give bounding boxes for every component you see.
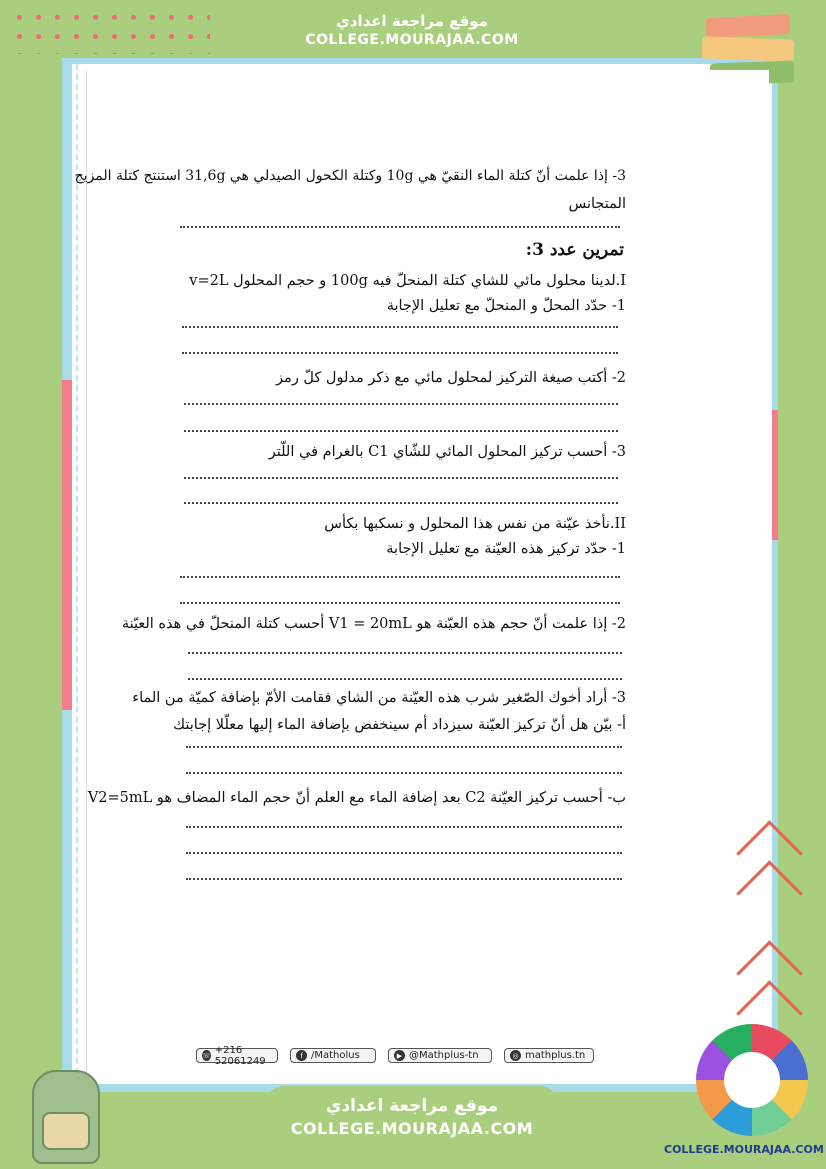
social-web-text: mathplus.tn (525, 1050, 586, 1061)
social-facebook[interactable] (290, 1048, 376, 1063)
facebook-icon: f (296, 1050, 307, 1061)
exercise3-title: تمرين عدد 3: (525, 240, 624, 260)
logo-site-url[interactable]: COLLEGE.MOURAJAA.COM (664, 1143, 824, 1156)
header-banner (266, 8, 558, 56)
ex3-q2: 2- أكتب صيغة التركيز لمحلول مائي مع ذكر مدلول كلّ رمز (276, 370, 626, 386)
answer-line (180, 226, 620, 228)
footer-site-url[interactable]: COLLEGE.MOURAJAA.COM (290, 1119, 534, 1138)
answer-line (182, 326, 618, 328)
answer-line (184, 430, 618, 432)
social-youtube[interactable] (388, 1048, 492, 1063)
ex2-q3-line1: 3- إذا علمت أنّ كتلة الماء النقيّ هي 10g وكتلة الكحول الصيدلي هي 31,6g استنتج كتلة المزيج (74, 168, 626, 184)
whatsapp-icon: ☏ (202, 1051, 211, 1060)
social-web[interactable] (504, 1048, 594, 1063)
youtube-icon: ▶ (394, 1050, 405, 1061)
answer-line (180, 602, 620, 604)
social-phone-text: +216 52061249 (214, 1044, 266, 1067)
answer-line (186, 852, 622, 854)
frame-dashed-rule (76, 64, 80, 1084)
answer-line (184, 477, 618, 479)
social-phone[interactable] (196, 1044, 278, 1067)
ex3-p2-q2: 2- إذا علمت أنّ حجم هذه العيّنة هو V1 = 20mL أحسب كتلة المنحلّ في هذه العيّنة (121, 616, 626, 632)
ex3-p2-q3a: أ- بيّن هل أنّ تركيز العيّنة سيزداد أم سينخفض بإضافة الماء إليها معلّلا إجابتك (173, 717, 626, 733)
ex2-q3-line2: المتجانس (568, 196, 626, 212)
backpack-illustration (18, 1062, 110, 1164)
dot-pattern (10, 8, 210, 54)
site-logo-center (724, 1052, 780, 1108)
answer-line (184, 502, 618, 504)
ex3-p2-q1: 1- حدّد تركيز هذه العيّنة مع تعليل الإجابة (386, 541, 626, 557)
ex3-part1-intro: I.لدينا محلول مائي للشاي كتلة المنحلّ فيه 100g و حجم المحلول v=2L (189, 273, 626, 289)
answer-line (182, 352, 618, 354)
social-facebook-text: /Matholus (311, 1050, 360, 1061)
ex3-p2-q3: 3- أراد أخوك الصّغير شرب هذه العيّنة من الشاي فقامت الأمّ بإضافة كميّة من الماء (132, 690, 626, 706)
answer-line (188, 652, 622, 654)
answer-line (184, 403, 618, 405)
ex3-q1: 1- حدّد المحلّ و المنحلّ مع تعليل الإجابة (386, 298, 626, 314)
ex3-part2-intro: II.نأخذ عيّنة من نفس هذا المحلول و نسكبها بكأس (324, 516, 626, 532)
footer-banner (266, 1086, 558, 1169)
answer-line (180, 576, 620, 578)
header-site-arabic: موقع مراجعة اعدادي (336, 12, 488, 30)
answer-line (186, 746, 622, 748)
ex3-p2-q3b: ب- أحسب تركيز العيّنة C2 بعد إضافة الماء مع العلم أنّ حجم الماء المضاف هو V2=5mL (87, 790, 626, 806)
answer-line (186, 878, 622, 880)
footer-site-arabic: موقع مراجعة اعدادي (325, 1096, 499, 1116)
social-youtube-text: @Mathplus-tn (409, 1050, 479, 1061)
answer-line (186, 826, 622, 828)
worksheet-page (74, 70, 769, 1075)
header-site-url[interactable]: COLLEGE.MOURAJAA.COM (305, 32, 519, 48)
globe-icon: ◎ (510, 1050, 521, 1061)
ex3-q3: 3- أحسب تركيز المحلول المائي للشّاي C1 بالغرام في اللّتر (268, 444, 626, 460)
answer-line (188, 678, 622, 680)
answer-line (186, 772, 622, 774)
